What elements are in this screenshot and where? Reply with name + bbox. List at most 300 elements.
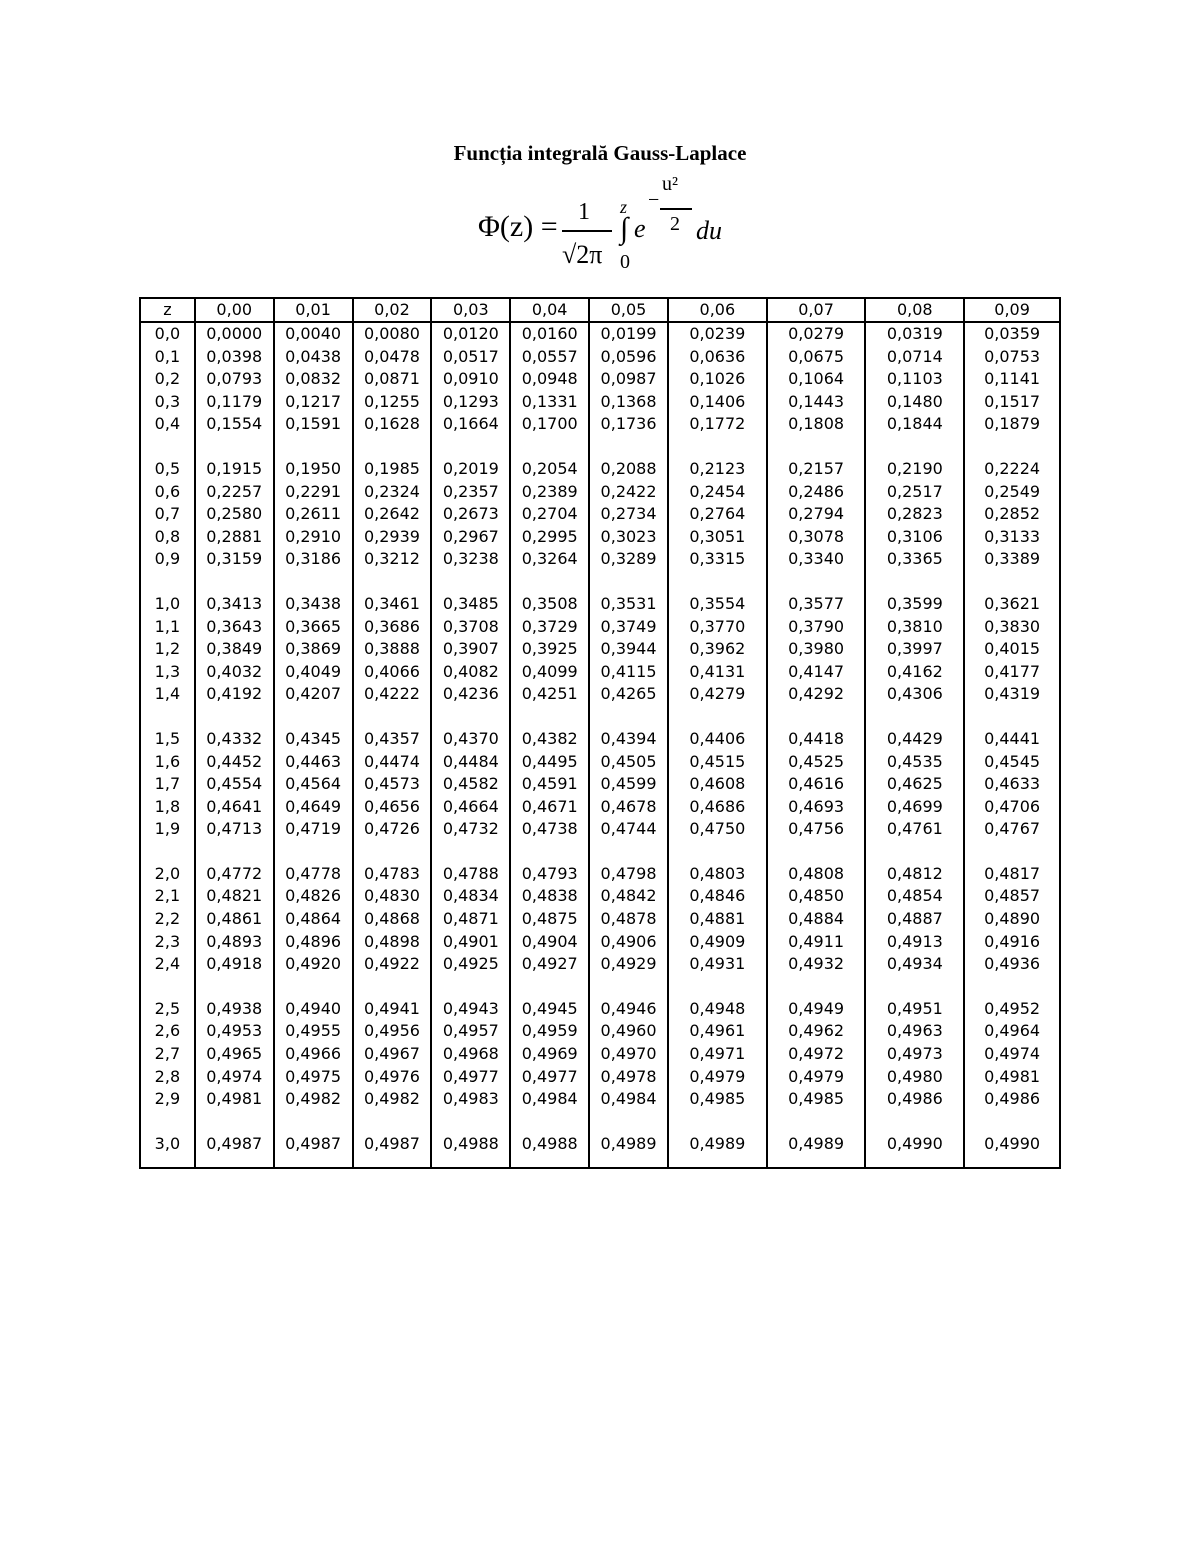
table-cell: 0,1591 (274, 413, 353, 436)
table-cell: 0,4761 (865, 818, 964, 841)
table-row (140, 841, 1060, 886)
table-cell: 0,0753 (964, 346, 1060, 369)
table-row (140, 571, 1060, 616)
table-row (140, 548, 1060, 571)
table-cell: 0,4772 (195, 841, 274, 886)
table-row (140, 616, 1060, 639)
page-title: Funcția integrală Gauss-Laplace (453, 141, 747, 165)
table-cell: 0,0239 (668, 322, 767, 346)
table-cell: 0,4319 (964, 683, 1060, 706)
table-cell: 0,4441 (964, 706, 1060, 751)
table-cell: 0,0636 (668, 346, 767, 369)
table-cell: 0,1368 (589, 391, 668, 414)
table-cell: 0,4981 (964, 1066, 1060, 1089)
table-cell: 0,4798 (589, 841, 668, 886)
table-cell: 0,0987 (589, 368, 668, 391)
table-cell: 0,1915 (195, 436, 274, 481)
table-cell: 0,4756 (767, 818, 866, 841)
table-cell: 0,2291 (274, 481, 353, 504)
table-cell: 0,2389 (510, 481, 589, 504)
table-cell: 0,4985 (668, 1088, 767, 1111)
table-cell: 0,3621 (964, 571, 1060, 616)
table-cell: 0,1700 (510, 413, 589, 436)
table-cell: 0,3133 (964, 526, 1060, 549)
formula-lhs: Φ(z) = (478, 210, 558, 243)
table-cell: 0,4625 (865, 773, 964, 796)
table-cell: 0,4911 (767, 931, 866, 954)
table-cell: 0,4357 (353, 706, 432, 751)
row-z-value: 1,6 (154, 751, 181, 771)
table-cell: 0,3078 (767, 526, 866, 549)
table-cell: 0,1331 (510, 391, 589, 414)
table-cell: 0,4147 (767, 661, 866, 684)
table-cell: 0,3729 (510, 616, 589, 639)
table-cell: 0,4656 (353, 796, 432, 819)
table-cell: 0,4974 (195, 1066, 274, 1089)
row-z-value: 1,1 (154, 616, 181, 636)
table-cell: 0,4932 (767, 953, 866, 976)
table-cell: 0,4834 (431, 885, 510, 908)
table-cell: 0,2881 (195, 526, 274, 549)
table-cell: 0,4986 (964, 1088, 1060, 1111)
table-cell: 0,3508 (510, 571, 589, 616)
table-cell: 0,4251 (510, 683, 589, 706)
integral-sign: ∫ (620, 212, 629, 245)
table-cell: 0,4370 (431, 706, 510, 751)
exponent-fraction-bar (660, 208, 692, 210)
row-z-value: 2,2 (154, 909, 181, 929)
table-cell: 0,4971 (668, 1043, 767, 1066)
table-cell: 0,4984 (589, 1088, 668, 1111)
table-cell: 0,4979 (668, 1066, 767, 1089)
table-row (140, 751, 1060, 774)
row-z-value: 0,7 (154, 504, 181, 524)
table-cell: 0,4265 (589, 683, 668, 706)
table-cell: 0,4955 (274, 1020, 353, 1043)
table-cell: 0,4975 (274, 1066, 353, 1089)
table-cell: 0,4909 (668, 931, 767, 954)
table-row (140, 481, 1060, 504)
column-header-z: z (140, 298, 195, 322)
table-cell: 0,4177 (964, 661, 1060, 684)
table-cell: 0,4962 (767, 1020, 866, 1043)
table-row (140, 818, 1060, 841)
row-z-value: 1,3 (154, 661, 181, 681)
table-cell: 0,2852 (964, 503, 1060, 526)
table-cell: 0,2764 (668, 503, 767, 526)
table-cell: 0,2995 (510, 526, 589, 549)
table-cell: 0,2190 (865, 436, 964, 481)
table-cell: 0,3888 (353, 638, 432, 661)
table-cell: 0,3980 (767, 638, 866, 661)
integral-lower-limit: 0 (620, 251, 630, 273)
table-cell: 0,1985 (353, 436, 432, 481)
table-cell: 0,4941 (353, 976, 432, 1021)
table-cell: 0,1879 (964, 413, 1060, 436)
table-row (140, 796, 1060, 819)
table-cell: 0,4649 (274, 796, 353, 819)
exponent-minus: − (648, 189, 660, 211)
table-row (140, 885, 1060, 908)
table-cell: 0,4887 (865, 908, 964, 931)
column-header: 0,05 (589, 298, 668, 322)
table-cell: 0,4978 (589, 1066, 668, 1089)
table-cell: 0,3554 (668, 571, 767, 616)
table-row (140, 976, 1060, 1021)
table-cell: 0,3264 (510, 548, 589, 571)
table-cell: 0,4726 (353, 818, 432, 841)
table-cell: 0,4906 (589, 931, 668, 954)
table-cell: 0,4207 (274, 683, 353, 706)
table-cell: 0,0438 (274, 346, 353, 369)
table-cell: 0,4938 (195, 976, 274, 1021)
table-cell: 0,4974 (964, 1043, 1060, 1066)
table-cell: 0,1217 (274, 391, 353, 414)
table-cell: 0,1064 (767, 368, 866, 391)
table-cell: 0,3106 (865, 526, 964, 549)
table-cell: 0,2157 (767, 436, 866, 481)
table-cell: 0,1736 (589, 413, 668, 436)
table-cell: 0,2734 (589, 503, 668, 526)
table-cell: 0,4345 (274, 706, 353, 751)
table-cell: 0,3830 (964, 616, 1060, 639)
table-cell: 0,4236 (431, 683, 510, 706)
table-cell: 0,4929 (589, 953, 668, 976)
table-row (140, 503, 1060, 526)
table-cell: 0,2123 (668, 436, 767, 481)
table-cell: 0,3159 (195, 548, 274, 571)
row-z-value: 2,5 (154, 998, 181, 1018)
table-cell: 0,4793 (510, 841, 589, 886)
table-cell: 0,4082 (431, 661, 510, 684)
table-cell: 0,3365 (865, 548, 964, 571)
table-cell: 0,4868 (353, 908, 432, 931)
row-z-value: 0,1 (154, 346, 181, 366)
table-cell: 0,3925 (510, 638, 589, 661)
table-cell: 0,4049 (274, 661, 353, 684)
table-cell: 0,4946 (589, 976, 668, 1021)
table-cell: 0,0596 (589, 346, 668, 369)
table-cell: 0,1844 (865, 413, 964, 436)
row-z-value: 2,6 (154, 1021, 181, 1041)
table-cell: 0,4192 (195, 683, 274, 706)
table-cell: 0,4988 (510, 1111, 589, 1169)
table-cell: 0,4989 (668, 1111, 767, 1169)
table-cell: 0,4846 (668, 885, 767, 908)
table-cell: 0,1628 (353, 413, 432, 436)
table-cell: 0,4896 (274, 931, 353, 954)
row-z-value: 1,7 (154, 774, 181, 794)
table-cell: 0,3770 (668, 616, 767, 639)
table-cell: 0,4986 (865, 1088, 964, 1111)
table-cell: 0,3849 (195, 638, 274, 661)
table-cell: 0,4945 (510, 976, 589, 1021)
row-z-value: 0,2 (154, 369, 181, 389)
table-cell: 0,0517 (431, 346, 510, 369)
table-cell: 0,4970 (589, 1043, 668, 1066)
table-cell: 0,4803 (668, 841, 767, 886)
table-cell: 0,4599 (589, 773, 668, 796)
table-row (140, 322, 1060, 346)
table-header-row (140, 298, 1060, 322)
table-cell: 0,4920 (274, 953, 353, 976)
table-cell: 0,4857 (964, 885, 1060, 908)
table-cell: 0,0160 (510, 322, 589, 346)
column-header: 0,02 (353, 298, 432, 322)
table-cell: 0,4767 (964, 818, 1060, 841)
table-cell: 0,2823 (865, 503, 964, 526)
table-cell: 0,4418 (767, 706, 866, 751)
table-cell: 0,1293 (431, 391, 510, 414)
table-cell: 0,4505 (589, 751, 668, 774)
table-row (140, 1043, 1060, 1066)
table-cell: 0,4706 (964, 796, 1060, 819)
table-cell: 0,4956 (353, 1020, 432, 1043)
table-cell: 0,3461 (353, 571, 432, 616)
table-cell: 0,3577 (767, 571, 866, 616)
table-cell: 0,1554 (195, 413, 274, 436)
column-header: 0,00 (195, 298, 274, 322)
table-cell: 0,3389 (964, 548, 1060, 571)
table-cell: 0,4884 (767, 908, 866, 931)
row-z-value: 0,8 (154, 526, 181, 546)
table-cell: 0,2794 (767, 503, 866, 526)
table-cell: 0,0120 (431, 322, 510, 346)
table-cell: 0,3599 (865, 571, 964, 616)
table-cell: 0,2357 (431, 481, 510, 504)
table-cell: 0,4987 (274, 1111, 353, 1169)
table-cell: 0,0793 (195, 368, 274, 391)
table-cell: 0,4131 (668, 661, 767, 684)
column-header: 0,08 (865, 298, 964, 322)
table-cell: 0,4982 (274, 1088, 353, 1111)
table-cell: 0,2642 (353, 503, 432, 526)
table-cell: 0,4495 (510, 751, 589, 774)
table-cell: 0,0080 (353, 322, 432, 346)
table-cell: 0,3749 (589, 616, 668, 639)
table-cell: 0,3643 (195, 616, 274, 639)
table-cell: 0,4099 (510, 661, 589, 684)
table-cell: 0,4881 (668, 908, 767, 931)
table-row (140, 908, 1060, 931)
table-cell: 0,4015 (964, 638, 1060, 661)
table-cell: 0,3531 (589, 571, 668, 616)
table-cell: 0,3997 (865, 638, 964, 661)
table-cell: 0,4778 (274, 841, 353, 886)
table-cell: 0,0557 (510, 346, 589, 369)
table-cell: 0,4664 (431, 796, 510, 819)
table-row (140, 638, 1060, 661)
table-cell: 0,0948 (510, 368, 589, 391)
exponent-numerator: u² (662, 173, 678, 195)
row-z-value: 2,0 (154, 863, 181, 883)
table-cell: 0,4940 (274, 976, 353, 1021)
table-cell: 0,4990 (964, 1111, 1060, 1169)
table-cell: 0,2486 (767, 481, 866, 504)
table-cell: 0,3708 (431, 616, 510, 639)
table-cell: 0,2324 (353, 481, 432, 504)
table-cell: 0,2611 (274, 503, 353, 526)
table-row (140, 773, 1060, 796)
table-cell: 0,4904 (510, 931, 589, 954)
table-cell: 0,4382 (510, 706, 589, 751)
table-cell: 0,3869 (274, 638, 353, 661)
row-z-value: 1,5 (154, 728, 181, 748)
table-cell: 0,4830 (353, 885, 432, 908)
table-cell: 0,4890 (964, 908, 1060, 931)
table-cell: 0,2580 (195, 503, 274, 526)
column-header: 0,09 (964, 298, 1060, 322)
table-cell: 0,4633 (964, 773, 1060, 796)
table-cell: 0,4066 (353, 661, 432, 684)
table-cell: 0,3907 (431, 638, 510, 661)
table-cell: 0,4988 (431, 1111, 510, 1169)
table-cell: 0,4987 (353, 1111, 432, 1169)
table-cell: 0,0199 (589, 322, 668, 346)
table-cell: 0,4963 (865, 1020, 964, 1043)
column-header: 0,01 (274, 298, 353, 322)
table-row (140, 391, 1060, 414)
table-row (140, 953, 1060, 976)
table-cell: 0,4332 (195, 706, 274, 751)
table-cell: 0,4699 (865, 796, 964, 819)
table-cell: 0,1950 (274, 436, 353, 481)
table-cell: 0,0478 (353, 346, 432, 369)
table-cell: 0,4979 (767, 1066, 866, 1089)
row-z-value: 1,9 (154, 819, 181, 839)
table-cell: 0,3810 (865, 616, 964, 639)
table-cell: 0,3212 (353, 548, 432, 571)
table-cell: 0,4515 (668, 751, 767, 774)
table-cell: 0,4980 (865, 1066, 964, 1089)
exponential-base: e (634, 214, 646, 243)
table-cell: 0,1179 (195, 391, 274, 414)
table-cell: 0,1772 (668, 413, 767, 436)
table-cell: 0,4826 (274, 885, 353, 908)
table-row (140, 346, 1060, 369)
row-z-value: 0,9 (154, 549, 181, 569)
table-cell: 0,4943 (431, 976, 510, 1021)
table-cell: 0,4222 (353, 683, 432, 706)
table-cell: 0,3665 (274, 616, 353, 639)
column-header: 0,06 (668, 298, 767, 322)
column-header: 0,07 (767, 298, 866, 322)
table-cell: 0,4936 (964, 953, 1060, 976)
table-row (140, 413, 1060, 436)
table-row (140, 1020, 1060, 1043)
table-cell: 0,4452 (195, 751, 274, 774)
table-cell: 0,3238 (431, 548, 510, 571)
row-z-value: 2,9 (154, 1089, 181, 1109)
table-cell: 0,4987 (195, 1111, 274, 1169)
table-cell: 0,4934 (865, 953, 964, 976)
table-cell: 0,4913 (865, 931, 964, 954)
table-cell: 0,4864 (274, 908, 353, 931)
table-cell: 0,1517 (964, 391, 1060, 414)
row-z-value: 3,0 (154, 1133, 181, 1153)
table-cell: 0,4115 (589, 661, 668, 684)
table-cell: 0,4977 (431, 1066, 510, 1089)
table-cell: 0,0871 (353, 368, 432, 391)
table-cell: 0,4842 (589, 885, 668, 908)
row-z-value: 0,0 (154, 324, 181, 343)
table-cell: 0,0040 (274, 322, 353, 346)
table-cell: 0,4686 (668, 796, 767, 819)
exponent-denominator: 2 (670, 213, 680, 235)
table-cell: 0,4394 (589, 706, 668, 751)
table-cell: 0,4591 (510, 773, 589, 796)
table-cell: 0,4893 (195, 931, 274, 954)
row-z-value: 2,7 (154, 1044, 181, 1064)
table-row (140, 931, 1060, 954)
table-cell: 0,4406 (668, 706, 767, 751)
table-cell: 0,4967 (353, 1043, 432, 1066)
table-cell: 0,4608 (668, 773, 767, 796)
table-cell: 0,4750 (668, 818, 767, 841)
table-cell: 0,4961 (668, 1020, 767, 1043)
table-cell: 0,1103 (865, 368, 964, 391)
table-cell: 0,3413 (195, 571, 274, 616)
table-cell: 0,4641 (195, 796, 274, 819)
table-cell: 0,4901 (431, 931, 510, 954)
table-cell: 0,4821 (195, 885, 274, 908)
table-cell: 0,0910 (431, 368, 510, 391)
table-cell: 0,3790 (767, 616, 866, 639)
table-row (140, 661, 1060, 684)
table-cell: 0,2673 (431, 503, 510, 526)
row-z-value: 1,8 (154, 796, 181, 816)
table-cell: 0,1255 (353, 391, 432, 414)
table-cell: 0,3485 (431, 571, 510, 616)
table-cell: 0,4989 (589, 1111, 668, 1169)
table-cell: 0,4554 (195, 773, 274, 796)
table-cell: 0,4918 (195, 953, 274, 976)
table-cell: 0,4744 (589, 818, 668, 841)
table-cell: 0,4292 (767, 683, 866, 706)
row-z-value: 2,4 (154, 954, 181, 974)
table-cell: 0,2910 (274, 526, 353, 549)
table-cell: 0,4719 (274, 818, 353, 841)
table-cell: 0,0714 (865, 346, 964, 369)
table-row (140, 1088, 1060, 1111)
table-cell: 0,4573 (353, 773, 432, 796)
table-cell: 0,4474 (353, 751, 432, 774)
table-cell: 0,3186 (274, 548, 353, 571)
row-z-value: 1,2 (154, 639, 181, 659)
fraction-numerator: 1 (578, 199, 590, 225)
table-cell: 0,4964 (964, 1020, 1060, 1043)
gauss-laplace-table (139, 297, 1061, 1169)
table-cell: 0,2517 (865, 481, 964, 504)
table-cell: 0,4949 (767, 976, 866, 1021)
table-cell: 0,4854 (865, 885, 964, 908)
table-cell: 0,4989 (767, 1111, 866, 1169)
table-cell: 0,2088 (589, 436, 668, 481)
table-cell: 0,0319 (865, 322, 964, 346)
row-z-value: 1,4 (154, 684, 181, 704)
table-cell: 0,3289 (589, 548, 668, 571)
table-cell: 0,0398 (195, 346, 274, 369)
table-cell: 0,3051 (668, 526, 767, 549)
table-cell: 0,2054 (510, 436, 589, 481)
table-cell: 0,1406 (668, 391, 767, 414)
table-cell: 0,2019 (431, 436, 510, 481)
row-z-value: 1,0 (154, 593, 181, 613)
row-z-value: 0,6 (154, 481, 181, 501)
table-cell: 0,1026 (668, 368, 767, 391)
table-cell: 0,4953 (195, 1020, 274, 1043)
table-cell: 0,4925 (431, 953, 510, 976)
